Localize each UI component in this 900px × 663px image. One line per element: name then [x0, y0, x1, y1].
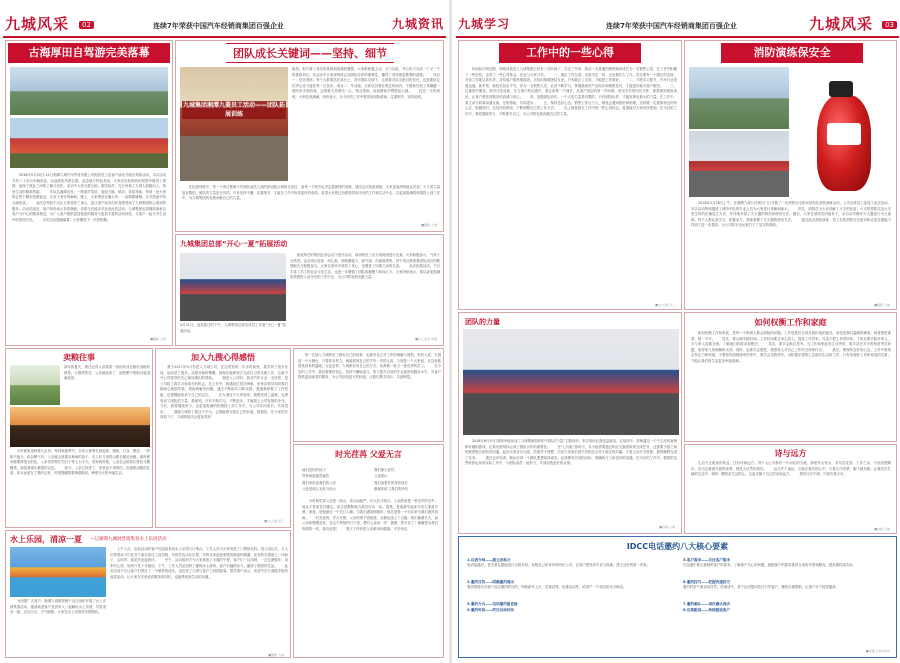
- article-caption: ■供稿 九城 IDCC: [865, 649, 890, 653]
- fire-drill-photo-2: [689, 131, 789, 197]
- article-body: 我于2017年5月份进入九城公司，在这短短的一年多时间里，我学到了很多东西，也收获了很多。从刚开始的懵懂，到现在能够独立完成自己的本职工作，这离不开公司领导的关心和同事们的帮助。 刚进入公司时，我对汽车行业一无所知，是公司给了我学习和成长的机会。在工作中，我遇到过很多困难，但每次领导和同事们都耐心地指导我，帮助我解决问题。通过不断地学习和实践，我逐渐掌握了工作技能，也慢慢地找到了自己的定位。 在九城这个大家庭里，我感受到了温暖，也感受到了团队的力量。我深知，只有不断学习，不断进步，才能跟上公司发展的步伐。今后，我将继续努力，以更加饱满的热情投入到工作中，与公司共同成长，共同进步。 感谢九城给了我这个平台，让我能够实现自己的价值。我相信，在大家的共同努力下，九城的明天会更加美好！: [160, 365, 288, 420]
- idcc-points-right: [683, 557, 893, 613]
- road-trip-photo-top: [10, 67, 168, 115]
- article-caption: ■摄影 九城: [874, 303, 890, 307]
- article-title: 九城集团总部“开心一夏”拓展活动: [180, 240, 288, 248]
- poem-column-left: [302, 467, 368, 493]
- article-body-right: 上午九点，参加活动的客户们陆续来到水上乐园门口集合，工作人员为大家发放了门票和饮料。进入园区后，大人们带着孩子们在各个游乐项目之间穿梭，有的在浅水区玩耍，有的在冲浪池里感受海浪的刺激，还有的在滑道上一冲而下，尖叫声、欢笑声此起彼伏。 中午，活动组织方为大家准备了丰盛的午餐，客户们一边用餐，一边交流购车、用车的心得，现场气氛十分融洽。下午，工作人员还组织了趣味水上游戏，客户们踊跃参与，赢得了精美的礼品。 此次活动不仅让客户们度过了一个愉快的周末，也拉近了九城与客户之间的距离。很多客户表示，希望今后九城能多组织此类活动，让大家在享受优质服务的同时，也能感受到生活的乐趣。: [110, 547, 288, 579]
- article-caption: ■文/九城 员工: [655, 303, 675, 307]
- idcc-point: 6.邀约技巧——把握沟通技巧: [683, 580, 730, 584]
- left-page: [3, 0, 446, 663]
- summer-outing-photo: [180, 253, 286, 321]
- article-caption: ■员工活动 供稿: [415, 337, 437, 341]
- idcc-points-left: [467, 557, 677, 613]
- article-title: 卖粮往事: [63, 353, 95, 362]
- article-caption: ■供稿 九城: [874, 527, 890, 531]
- right-page: [456, 0, 899, 663]
- idcc-point: 7.邀约确认——再次确认到店: [683, 602, 730, 606]
- article-body-right: 挑战，但只要了成功的喜悦和挑战的激情，大家都积极主动，全力以赴，齐心协力完成一个又一个的挑战项目。在活动中大家深刻体会到团队协作的重要性，懂得了坚持就是胜利的道理。 项目一：信任背摔。每个人都要站在高台上，背对着队友倒下，这需要对队友绝对的信任，也需要队友们齐心协力接住每一位伙伴。项目二：毕业墙。全体队员要在规定时间内，不借助任何工具翻越一面四米多高的墙，这需要大家团结一心，相互帮助，用肩膀和手臂搭起人梯。 经过一天的训练，大家收获满满，纷纷表示，在今后的工作中要发扬团队精神，注重细节，坚持到底。: [292, 67, 440, 99]
- article-body: 时间如白驹过隙，转眼间我进入九城集团已经有三年时间了，在这三年里，我从一名普通的销售顾问成长为一名销售主管，在工作中积累了一些经验，也有了一些心得体会，在此与大家分享。 一、端正工作态度。态度决定一切，无论做什么工作，首先要有一个端正的态度。对待工作要认真负责，对待客户要热情周到，对待同事要团结友爱。只有端正了态度，才能把工作做好。 二、不断学习提升。汽车行业发展迅速，新车型、新技术层出不穷，作为一名销售人员，必须不断学习，掌握最新的产品知识和销售技巧，才能更好地为客户服务。 三、注重细节服务。细节决定成败，在与客户的沟通中，要注意每一个细节，从客户进店的第一声问候，到交车后的回访关怀，都要做到细致周到，让客户感受到我们的真诚与用心。 四、加强团队协作。一个人的力量是有限的，只有团结协作，才能发挥出最大的力量。在工作中，要主动与同事沟通交流，互相帮助，共同进步。 五、保持良好心态。销售工作压力大，难免会遇到挫折和困难，这时候一定要保持良好的心态，积极面对，总结经验教训，不断调整自己的工作方法。 以上就是我在工作中的一些心得体会，希望能对大家有所帮助。在今后的工作中，我将继续努力，不断提升自己，为公司的发展贡献自己的力量。: [465, 67, 677, 116]
- poem-line: 他们是你的孩子: [302, 468, 326, 472]
- grain-photo: [10, 365, 60, 405]
- article-work-insights: [458, 40, 682, 310]
- article-fire-drill: [684, 40, 897, 310]
- photo-banner: 九城集团湘潭九菱员工活动——团队拓展训练: [182, 102, 285, 118]
- article-title: 水上乐园，清凉一夏: [10, 535, 82, 544]
- article-team-growth: [175, 40, 444, 232]
- article-intro: 那年的夏天，我还记得父亲挑着一担担稻谷去粮站卖粮的情景。天刚蒙蒙亮，父亲就起床了，他把晒干的稻谷装进麻袋里。: [64, 365, 150, 381]
- article-idcc-elements: [458, 536, 897, 658]
- article-grain-story: [5, 348, 153, 528]
- poem-line: 父爱是那么无私与伟大: [302, 487, 336, 492]
- article-joining-thoughts-cont: [293, 348, 444, 442]
- page-number: 03: [882, 21, 897, 29]
- grain-photo-dusk: [10, 407, 150, 447]
- section-badge: 九城学习: [458, 17, 511, 31]
- masthead-brand: 九城风采: [5, 15, 70, 33]
- article-caption: ■摄影 九城: [150, 337, 166, 341]
- left-page-header: [3, 12, 446, 38]
- article-body: 拓展所在的集团总部会议厅展开活动，到场的员工们分成两组进行比赛，大家积极参与，气氛十分热烈。活动项目包括：同心鼓、呼啦圈接力、踩气球、你画我猜等。每个项目都需要团队成员的默契配合与积极参与，大家在游戏中放松了身心，也增进了同事之间的友谊。 此次拓展活动，不仅丰富了员工的业余文化生活，也进一步增强了团队的凝聚力和向心力，大家纷纷表示，要以更加饱满的热情投入到今后的工作中去，为公司的发展贡献力量。: [290, 253, 440, 280]
- article-caption: ■摄影 九城: [268, 653, 284, 657]
- team-power-photo: [463, 329, 679, 435]
- article-fathers-love: [293, 444, 444, 658]
- article-joining-thoughts: [155, 348, 291, 528]
- fire-extinguisher-photo: [791, 67, 893, 197]
- article-title: 工作中的一些心得: [499, 43, 641, 63]
- article-title: 诗与远方: [774, 449, 807, 458]
- poem-line: 我们来说说我们的父亲: [302, 480, 336, 485]
- page-number: 02: [79, 21, 94, 29]
- article-subtitle: —记湘潭九城展营销集客水上乐园活动: [90, 537, 167, 542]
- idcc-point: 3.邀约方式——电话邀约最直接: [467, 602, 518, 606]
- poem-line: 每每雨夜滴答滴答: [302, 474, 330, 479]
- article-title: 团队成长关键词——坚持、细节: [226, 43, 394, 63]
- idcc-point: 1.自我介绍——建立亲和力: [467, 558, 511, 562]
- article-title: IDCC电话邀约八大核心要素: [626, 542, 729, 551]
- water-park-photo: [10, 547, 106, 597]
- page-fold: [449, 0, 452, 663]
- article-caption: ■供稿 九城: [659, 525, 675, 529]
- masthead-tagline: 连续7年荣获中国汽车经销商集团百强企业: [606, 22, 737, 30]
- idcc-point-text: 在沟通中要注意倾听客户的需求，了解客户关心的问题，根据客户的需求推荐合适的车型和服务，提高邀约成功率。: [683, 563, 856, 567]
- masthead-tagline: 连续7年荣获中国汽车经销商集团百强企业: [153, 22, 284, 30]
- article-body: 2018年6月10日我荣幸地参加了九城集团组织的“团队的力量”主题培训，本次培训让我受益匪浅。在培训中，讲师通过一个个生动的案例和有趣的游戏，让我们深刻体会到了团队合作的重要性。 在“七巧板”游戏中，各小组需要通过相互交换资源来完成任务，这需要小组之间的紧密配合和有效沟通。起初大家各自为战，效果并不理想，后来大家意识到只有相互合作才能实现共赢，于是主动分享资源，最终顺利完成了任务。 通过这次培训，我认识到一个团队要想取得成功，必须要有共同的目标、明确的分工和良好的沟通。在今后的工作中，我将把这些收获运用到实际工作中，与团队成员一起努力，共同创造更好的业绩。: [465, 439, 677, 466]
- section-badge: 九城资讯: [391, 17, 444, 31]
- article-title: 团队的力量: [465, 318, 500, 326]
- idcc-point-text: 要清楚地告诉客户此次邀约的目的，例如新车上市、试乘试驾、优惠活动等，给客户一个到店的充分理由。: [467, 585, 627, 589]
- article-caption: ■摄影 九城: [421, 223, 437, 227]
- article-road-trip: [5, 40, 173, 346]
- article-summer-outing: [175, 234, 444, 346]
- masthead-brand: 九城风采: [808, 15, 873, 33]
- article-work-life-balance: [684, 312, 897, 442]
- extinguisher-label: [827, 123, 861, 145]
- article-title: 加入九搜心得感悟: [191, 353, 255, 362]
- idcc-point: 5.客户需求——关注客户需求: [683, 558, 730, 562]
- article-body: 2018年5月20日-21日湘潭九城汽车贸易有限公司组织员工及客户朋友开展自驾游活动，本次活动共有二十余台车辆参加，沿途游览风景名胜，品尝地方特色美食，大家在轻松愉快的氛围中增进了感情，加深了彼此之间的了解与信任。活动中大家互帮互助，团结协作，充分体现了九城人积极向上、热爱生活的精神风貌。 车队从湘潭出发，一路欢声笑语，途经古镇、峡谷、草原等地，每到一处大家都会停下脚步拍照留念，记录下美好的瞬间。晚上，大家围坐在篝火旁，一起唱歌跳舞，分享旅途中的点滴收获。 此次自驾游不仅让大家放松了身心，更让客户朋友们切身感受到了九城集团贴心周到的服务。活动结束后，客户纷纷表示非常满意，希望今后能多多参加此类活动。九城集团也将继续秉承以客户为中心的服务理念，为广大客户提供更加优质的服务与更加丰富的活动体验，与客户一起分享生活中的美好时光。 本次活动圆满落幕，大家期待下一次的相聚。: [12, 173, 166, 222]
- extinguisher-nozzle: [829, 81, 853, 97]
- poem-column-right: [374, 467, 440, 493]
- poem-line: 谢谢你给了我们的所有: [374, 487, 408, 492]
- article-title: 如何权衡工作和家庭: [754, 318, 827, 327]
- article-body-bottom: 在拓展训练中，每一个项目都离不开团队成员之间的密切配合和相互信任，而每一个细节也决定着最终的成败。通过这次拓展训练，大家更加深刻地认识到：个人的力量是有限的，团队的力量是无穷的。只有坚持不懈，注重细节，才能在工作中取得更好的成绩。希望大家把这份感悟带到今后的工作和生活中去，以更加饱满的热情投入到工作中，为九城集团的发展贡献自己的力量。: [182, 185, 440, 201]
- article-title: 时光荏苒 父爱无言: [335, 450, 402, 459]
- road-trip-photo-group: [10, 118, 168, 168]
- poem-body: 小时候觉得父亲是一座山，高大而威严，长大后才明白，父亲的爱是一种无声的守护。他从不把爱挂在嘴边，却总是默默地为我们付出一切。清晨，是他最早起床为家人准备早餐；深夜，是他最后一个关灯入睡。当我们遇到困难时，他总是第一个站出来为我们遮风挡雨。 时光荏苒，岁月无情，父亲的背不再挺拔，双鬓也染上了白霜。我们渐渐长大，而父亲却慢慢变老。在这个特别的日子里，想对父亲说一声：爸爸，您辛苦了！谢谢您为我们所做的一切，我们爱您！ 愿天下所有的父亲都身体健康，平安快乐。: [302, 499, 438, 531]
- idcc-point: 2.邀约目的——明确邀约理由: [467, 580, 514, 584]
- article-body-left: 为回馈广大客户，湘潭九城展营销于近日组织开展了水上乐园集客活动，邀请新老客户及其家人一起畅玩水上乐园，共度清凉一夏。活动当天，天气晴朗，大家在水上乐园里尽情嬉戏。: [10, 599, 106, 615]
- fire-drill-photo-1: [689, 67, 789, 129]
- article-water-park: [5, 530, 291, 658]
- idcc-point-text: 电话接通后，首先要礼貌地进行自我介绍，说明自己的身份和所在公司，让客户感受到专业与真诚，建立良好的第一印象。: [467, 563, 651, 567]
- team-training-photo: [180, 67, 288, 181]
- article-body: 生活不止眼前的苟且，还有诗和远方。每个人心中都有一片向往的天地，那里有山有水，有鸟语花香。工作之余，不妨放慢脚步，走出去看看外面的世界，感受大自然的美好。 远方并不遥远，它就在我们的心中，只要心中有梦，脚下就有路。让我们在忙碌的生活中，保持一颗热爱生活的心，去追寻属于自己的诗和远方。 愿你历尽千帆，归来仍是少年。: [691, 461, 891, 477]
- article-team-power: [458, 312, 682, 534]
- article-body: 2018年5月28日上午，在湘潭九城公司展厅门口开展了一次消防安全知识培训及消防演练活动，公司全体员工参加了此次活动。本次活动特别邀请了消防中队的专业人员为大家进行讲解和演示。 首先，消防员为大家讲解了火灾的危害、火灾的预防以及火灾发生时的正确逃生方法，并详细介绍了灭火器的种类和使用方法。随后，大家在消防员的指导下，亲自动手操作灭火器进行灭火演练。每个人都认真学习，积极参与，熟练掌握了灭火器的使用方法。 通过此次消防演练，员工们的消防安全意识和应急处置能力得到了进一步提高，为公司的安全运营打下了坚实的基础。: [691, 201, 891, 228]
- poem-line: 我们追着你的身影成长: [374, 480, 408, 485]
- idcc-point: 8.后续跟进——持续跟进客户: [683, 608, 730, 612]
- article-caption: ■文/九城 员工: [264, 519, 284, 523]
- photo-note: 5月31日，炎炎夏日的下午，九城集团总部全体员工开展“开心一夏”拓展活动。: [180, 323, 286, 333]
- idcc-point-text: 邀约时语气要亲切自然，语速适中，善于运用提问技巧引导客户，避免生硬推销，让客户乐于接受邀请。: [683, 585, 839, 589]
- article-body: 每一位加入九城的员工都有自己的故事，也都有自己对工作的理解与感悟。有的人说，九城是一个大舞台，只要你肯努力，就能展现自己的才华；有的人说，九城是一个大家庭，在这里能感受到家的温暖。无论怎样，九城都在用自己的方式，培养着一批又一批优秀的员工。 在今后的工作中，我们要保持初心，坚持不懈地奋斗，努力提升自身的专业素质和服务水平，为客户提供更加优质的服务，为公司创造更大的价值，让我们携手同行，共创辉煌。: [298, 353, 441, 380]
- article-title: 消防演练保安全: [721, 43, 863, 63]
- article-body: 小时候家里种着几亩田，每到收割季节，全家人都要忙碌起来，割稻、打谷、晒谷，一样都不能少。稻谷晒干后，父亲就会挑着沉甸甸的担子，走上好几里的山路去粮站卖粮。那时候卖粮要排很长的队，父亲常常要在烈日下等上大半天。回家的时候，父亲总会给我们带回几颗糖果，那是我童年最甜的记忆。 如今，父亲已经老了，家里也不再种田，但那段卖粮的往事，却永远留在了我的心里，时刻提醒我要珍惜粮食，珍惜今天的幸福生活。: [10, 449, 150, 476]
- poem-line: 父爱如山: [374, 474, 388, 479]
- article-poetry-distance: [684, 444, 897, 534]
- article-body: 如何权衡工作和家庭，是每一个职场人都会面临的问题。工作是我们实现自我价值的途径，家庭是我们温暖的港湾，两者都很重要，缺一不可。 首先，要合理安排时间。工作时间要全身心投入，提高工作效率，尽量不把工作带回家；下班后要多陪伴家人，多与家人沟通交流，了解他们的需求和想法。 其次，要学会换位思考。当工作和家庭发生冲突时，要多站在对方的角度考虑问题，取得家人的理解和支持。同时，也要学会感恩，感恩家人对自己工作的支持和付出。 最后，要保持良好的心态。工作中难免会有压力和烦恼，不要把负面情绪带回家中，要学会自我调节，以积极乐观的心态面对生活和工作。只有处理好工作和家庭的关系，才能让我们的生活更加幸福美满。: [691, 331, 891, 363]
- poem-line: 我们那么爱你: [374, 468, 395, 472]
- right-page-header: [456, 12, 899, 38]
- article-title: 古海厚田自驾游完美落幕: [8, 43, 170, 63]
- idcc-point: 4.邀约时间——约定具体时间: [467, 608, 514, 612]
